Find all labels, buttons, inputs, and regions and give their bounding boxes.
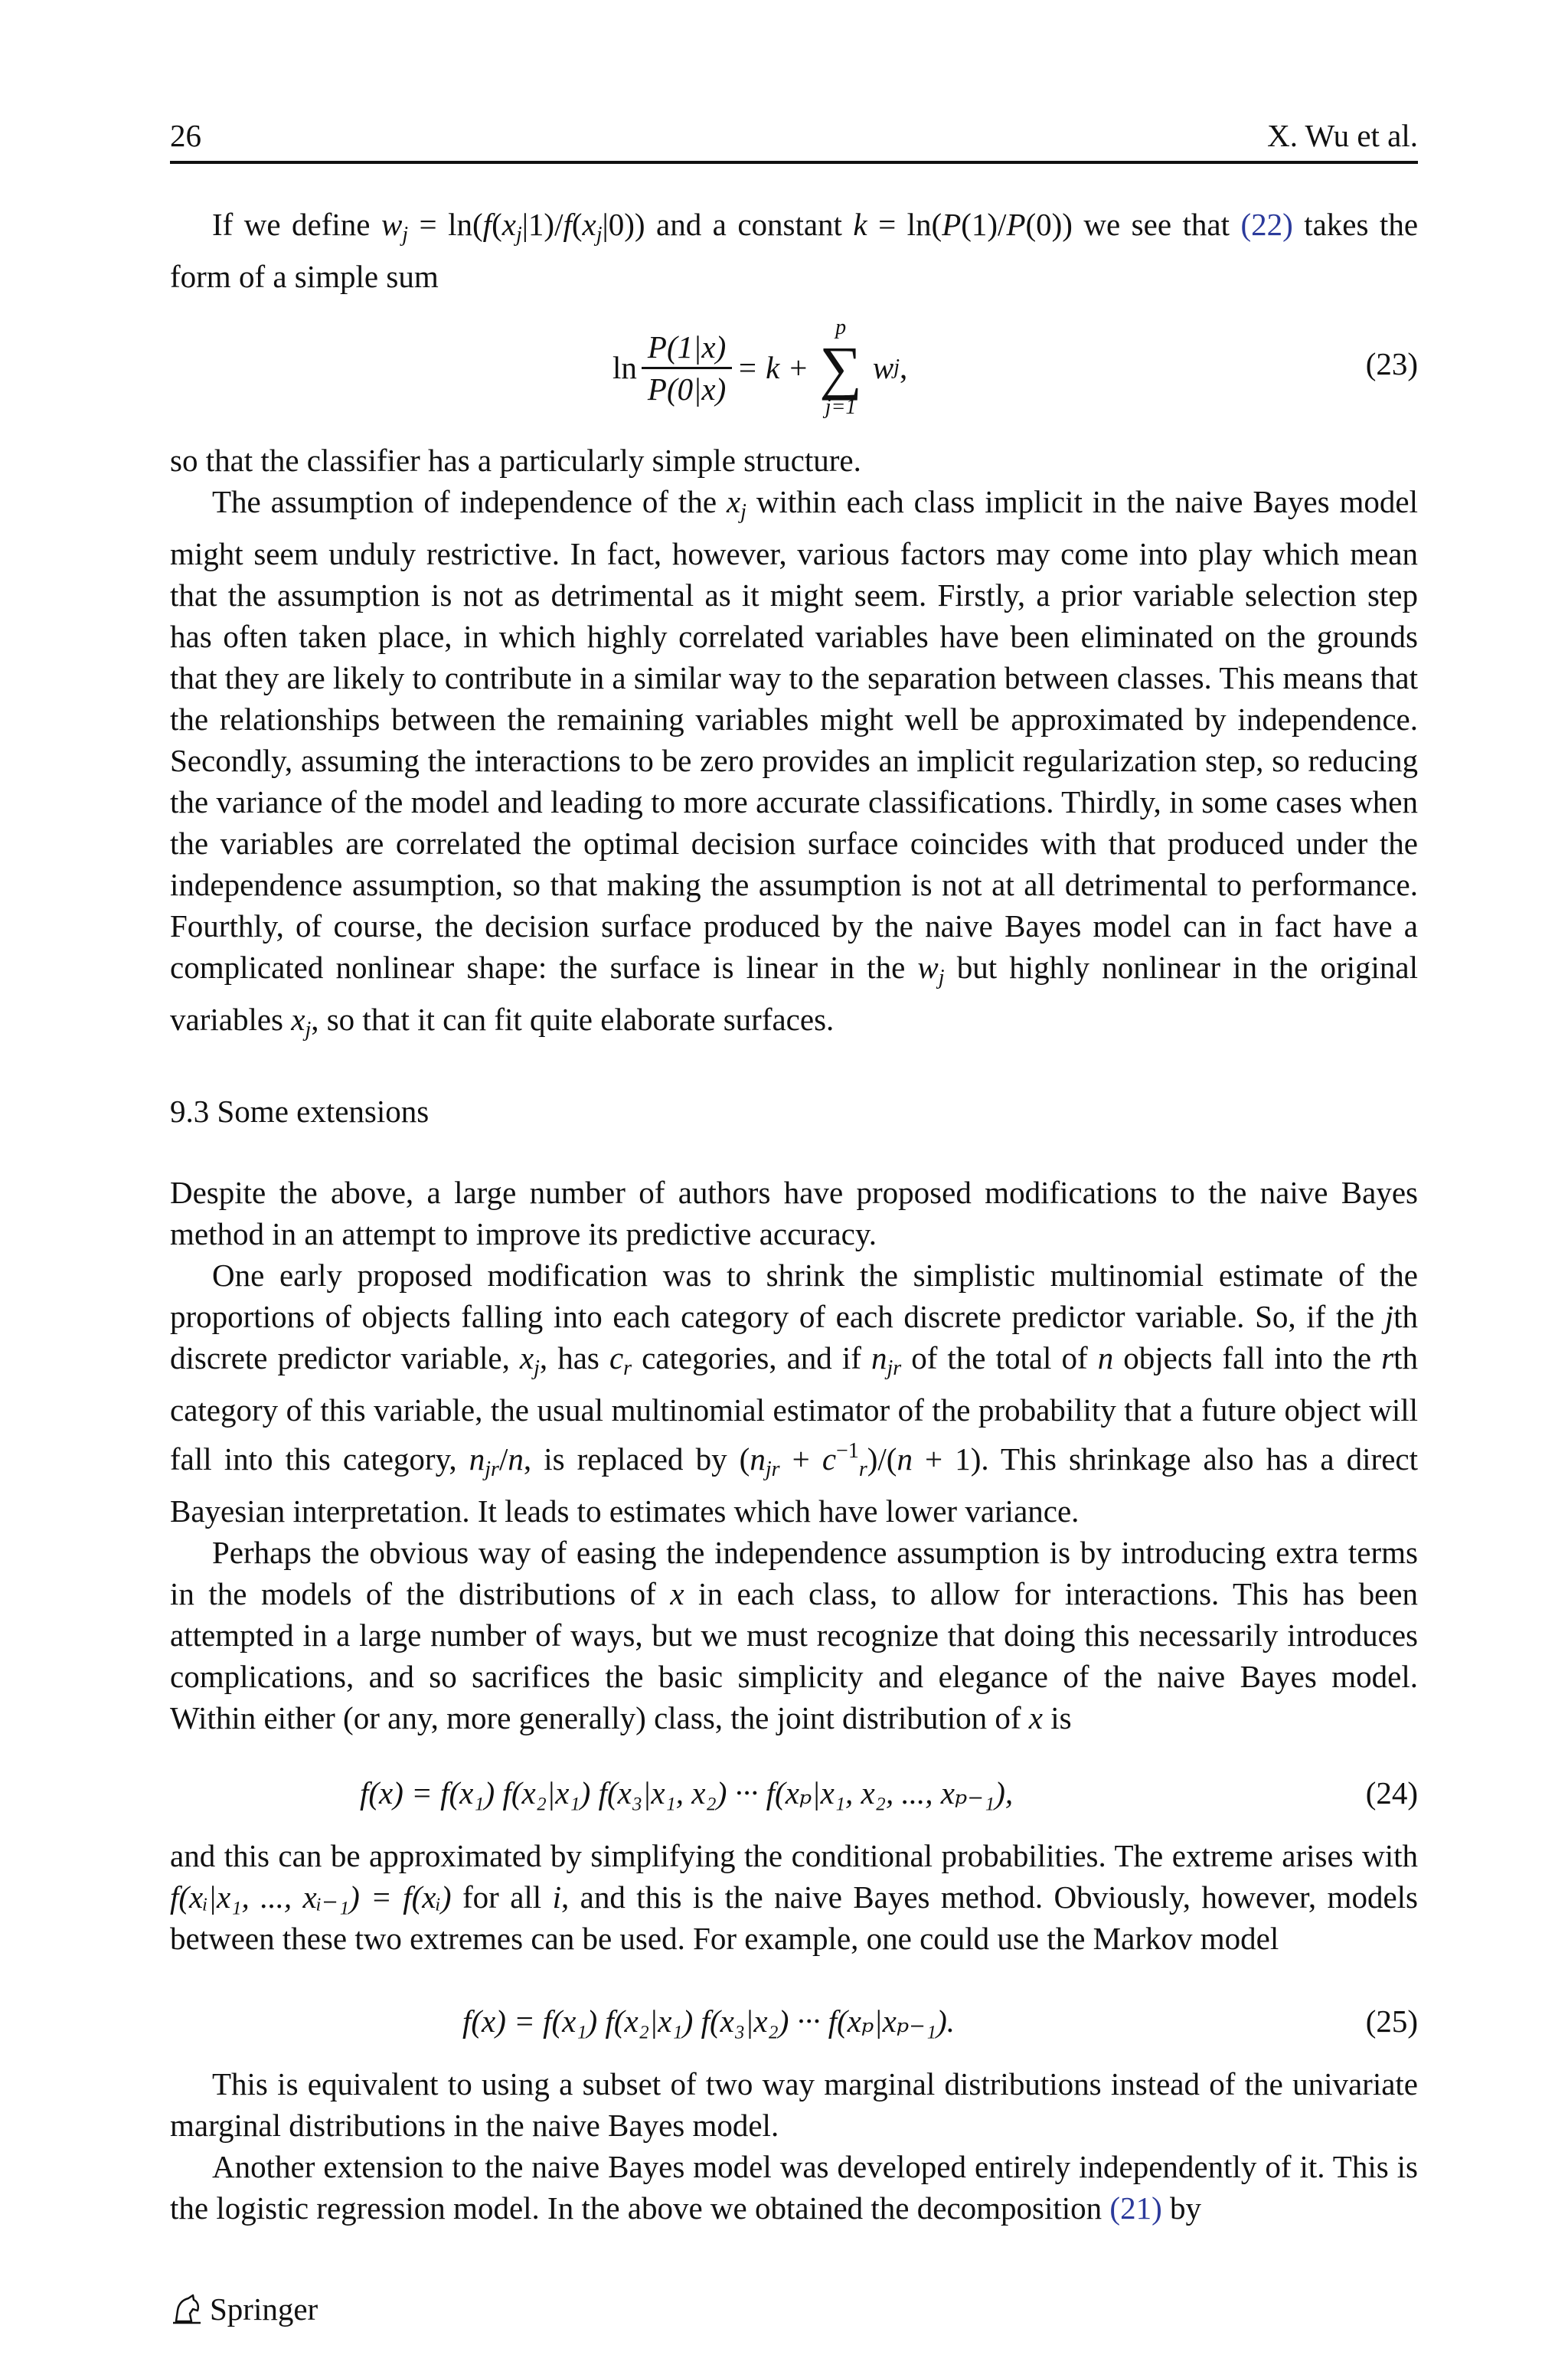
- math: j: [1384, 1299, 1394, 1334]
- text: )/(: [867, 1441, 897, 1477]
- paragraph-text: so that the classifier has a particularly simple structure.: [170, 443, 861, 478]
- text: objects fall into the: [1113, 1340, 1382, 1375]
- equation-number: (25): [1365, 2003, 1418, 2039]
- math: n: [750, 1441, 766, 1477]
- math: = k +: [737, 350, 809, 385]
- text: th discrete predictor variable,: [170, 1299, 1418, 1375]
- math: r: [1381, 1340, 1394, 1375]
- math: ln: [612, 350, 637, 385]
- text: , has: [539, 1340, 609, 1375]
- math: i: [552, 1879, 561, 1915]
- equation-reference-link[interactable]: (22): [1240, 207, 1293, 242]
- math: f: [482, 207, 492, 242]
- math: n: [871, 1340, 887, 1375]
- text: +: [779, 1441, 822, 1477]
- equation-25: f(x) = f(x₁) f(x₂|x₁) f(x₃|x₂) ··· f(xₚ|xₚ₋₁).: [462, 2003, 956, 2039]
- math: n: [469, 1441, 485, 1477]
- math: x: [291, 1002, 305, 1037]
- paragraph-independence-assumption: [170, 440, 1418, 1051]
- math-sub: j: [596, 223, 603, 247]
- math: x: [582, 207, 596, 242]
- paragraph-markov-extension: [170, 2063, 1418, 2229]
- text: for all: [451, 1879, 553, 1915]
- publisher-logo: [170, 2288, 318, 2330]
- math-sub: r: [858, 1457, 867, 1481]
- sum-lower-limit: j=1: [825, 395, 857, 419]
- math: w: [917, 950, 939, 985]
- sum-upper-limit: p: [835, 316, 847, 339]
- math: x: [519, 1340, 534, 1375]
- math: x: [726, 484, 741, 519]
- math-sub: jr: [887, 1356, 902, 1380]
- section-title: 9.3 Some extensions: [170, 1094, 430, 1129]
- paragraph-weights-definition: [170, 204, 1418, 297]
- math: n: [897, 1441, 913, 1477]
- math: x: [501, 207, 516, 242]
- text: (: [492, 207, 502, 242]
- math: P: [942, 207, 962, 242]
- text: in each class, to allow for interactions. This has been attempted in a large number of ways, but we must recognize that doing this necessarily introduces complications, and so sacrifices the basic simplicity and elegance of the naive Bayes model. Within either (or any, more generally) class, the joint distribution of: [170, 1576, 1418, 1735]
- text: One early proposed modification was to shrink the simplistic multinomial estimate of the proportions of objects falling into each category of each discrete predictor variable. So, if the: [170, 1258, 1418, 1334]
- math: n: [1097, 1340, 1114, 1375]
- text: is: [1042, 1700, 1072, 1735]
- paragraph-approximation: [170, 1835, 1418, 1959]
- springer-horse-icon: [170, 2292, 204, 2326]
- math-sup: −1: [836, 1439, 859, 1463]
- header-rule: [170, 161, 1418, 164]
- fraction-denominator: P(0|x): [647, 371, 727, 407]
- math: x: [1028, 1700, 1043, 1735]
- text: categories, and if: [632, 1340, 871, 1375]
- math-sub: j: [515, 223, 522, 247]
- text: The assumption of independence of the: [212, 484, 727, 519]
- text: , and this is the naive Bayes method. Obviously, however, models between these two extremes can be used. For example, one could use the Markov model: [170, 1879, 1418, 1956]
- text: Another extension to the naive Bayes model was developed entirely independently of it. This is the logistic regression model. In the above we obtained the decomposition: [170, 2149, 1418, 2226]
- text: by: [1161, 2190, 1201, 2226]
- math-sub: j: [893, 355, 900, 379]
- math: w: [381, 207, 403, 242]
- math-sub: j: [534, 1356, 540, 1380]
- text: = ln(: [867, 207, 942, 242]
- text: |0)) and a constant: [602, 207, 854, 242]
- math-sub: j: [938, 966, 945, 989]
- text: (0)) we see that: [1025, 207, 1230, 242]
- equation-24: f(x) = f(x₁) f(x₂|x₁) f(x₃|x₁, x₂) ··· f(xₚ|x₁, x₂, ..., xₚ₋₁),: [360, 1775, 1014, 1810]
- equation-number: (24): [1365, 1775, 1418, 1810]
- text: , so that it can fit quite elaborate surfaces.: [311, 1002, 835, 1037]
- text: (1)/: [961, 207, 1007, 242]
- math: P: [1006, 207, 1026, 242]
- text: + 1). This shrinkage also has a direct Bayesian interpretation. It leads to estimates which have lower variance.: [170, 1441, 1418, 1529]
- math: x: [670, 1576, 684, 1611]
- math-sub: j: [402, 223, 409, 247]
- math: w: [872, 350, 894, 385]
- text: Perhaps the obvious way of easing the independence assumption is by introducing extra terms in the models of the distributions of: [170, 1535, 1418, 1611]
- math: c: [822, 1441, 837, 1477]
- text: within each class implicit in the naive Bayes model might seem unduly restrictive. In fact, however, various factors may come into play which mean that the assumption is not as detrimental as it might seem. Firstly, a prior variable selection step has often taken place, in which highly correlated variables have been eliminated on the grounds that they are likely to contribute in a similar way to the separation between classes. This means that the relationships between the remaining variables might well be approximated by independence. Secondly, assuming the interactions to be zero provides an implicit regularization step, so reducing the variance of the model and leading to more accurate classifications. Thirdly, in some cases when the variables are correlated the optimal decision surface coincides with that produced under the independence assumption, so that making the assumption is not at all detrimental to performance. Fourthly, of course, the decision surface produced by the naive Bayes model can in fact have a complicated nonlinear shape: the surface is linear in the: [170, 484, 1418, 985]
- math-sub: jr: [485, 1457, 499, 1481]
- equation-number: (23): [1365, 346, 1418, 381]
- text: If we define: [212, 207, 381, 242]
- text: but highly nonlinear in the original variables: [170, 950, 1418, 1037]
- paragraph-extensions: [170, 1172, 1418, 1739]
- running-header-authors: X. Wu et al.: [1267, 118, 1418, 153]
- text: th category of this variable, the usual multinomial estimator of the probability that a future object will fall into this category,: [170, 1340, 1418, 1477]
- text: /: [498, 1441, 508, 1477]
- text: = ln(: [408, 207, 483, 242]
- equation-reference-link[interactable]: (21): [1109, 2190, 1162, 2226]
- page-number: 26: [170, 118, 201, 153]
- sum-sign: ∑: [819, 334, 862, 401]
- publisher-name: Springer: [210, 2291, 318, 2327]
- math-sub: jr: [765, 1457, 780, 1481]
- math: n: [508, 1441, 524, 1477]
- math-sub: j: [740, 500, 746, 524]
- summation: [819, 316, 862, 420]
- paragraph-text: This is equivalent to using a subset of two way marginal distributions instead of the univariate marginal distributions in the naive Bayes model.: [170, 2066, 1418, 2143]
- math: c: [609, 1340, 624, 1375]
- math: f: [563, 207, 572, 242]
- fraction: [642, 329, 732, 407]
- text: |1)/: [521, 207, 564, 242]
- text: (: [571, 207, 583, 242]
- text: takes the form of a simple sum: [170, 207, 1419, 294]
- equation-23: [612, 306, 907, 429]
- math-sub: r: [623, 1356, 632, 1380]
- text: and this can be approximated by simplifying the conditional probabilities. The extreme arises with: [170, 1838, 1418, 1873]
- math: f(xᵢ|x₁, ..., xᵢ₋₁) = f(xᵢ): [170, 1879, 452, 1915]
- text: of the total of: [901, 1340, 1098, 1375]
- math: k: [853, 207, 867, 242]
- math-sub: j: [305, 1018, 312, 1042]
- math: ,: [900, 350, 908, 385]
- text: , is replaced by (: [523, 1441, 750, 1477]
- fraction-numerator: P(1|x): [642, 329, 732, 369]
- paragraph-text: Despite the above, a large number of authors have proposed modifications to the naive Bayes method in an attempt to improve its predictive accuracy.: [170, 1175, 1418, 1251]
